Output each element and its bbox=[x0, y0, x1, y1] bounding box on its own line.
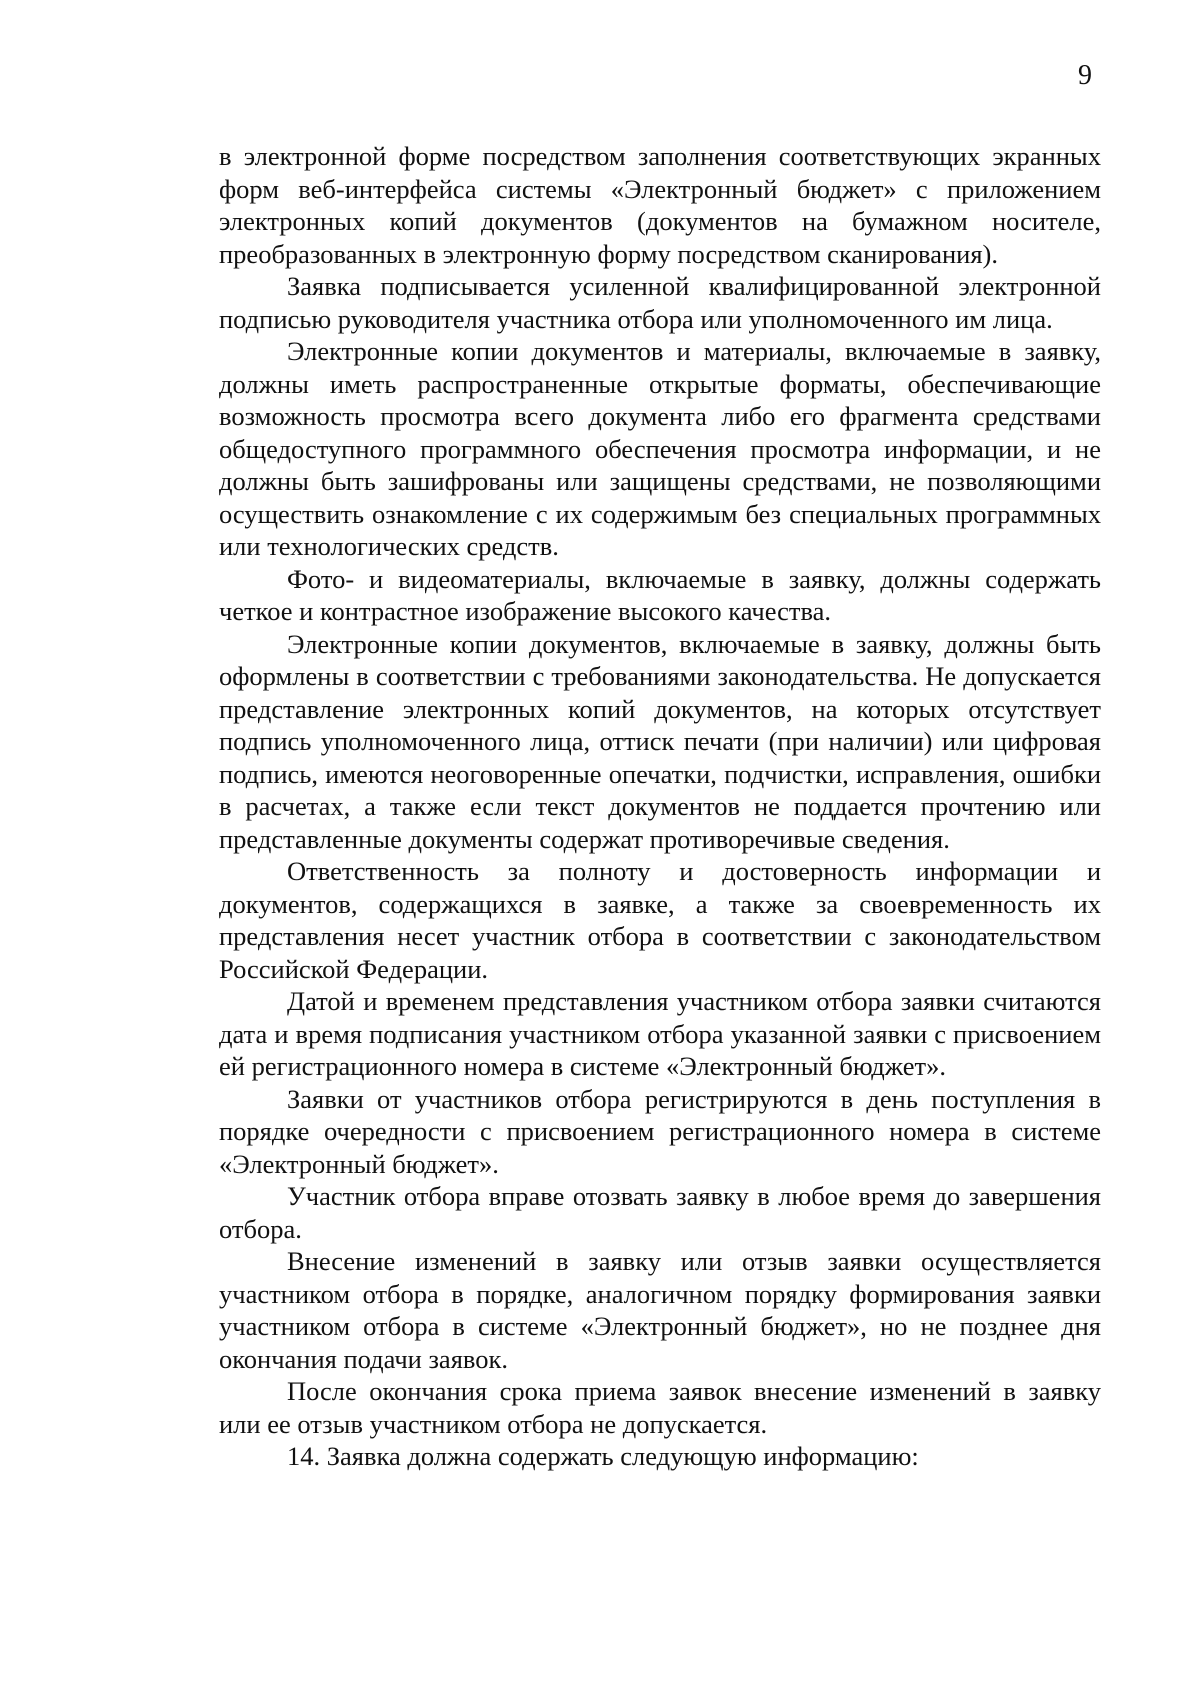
paragraph-file-formats: Электронные копии документов и материалы, включаемые в заявку, должны иметь распространенные открытые форматы, обеспечивающие возможность просмотра всего документа либо его фрагмента средствами общедоступного программного обеспечения просмотра информации, и не должны быть зашифрованы или защищены средствами, не позволяющими осуществить ознакомление с их содержимым без специальных программных или технологических средств. bbox=[219, 336, 1101, 561]
paragraph-submission-date: Датой и временем представления участником отбора заявки считаются дата и время подписания участником отбора указанной заявки с присвоением ей регистрационного номера в системе «Электронный бюджет». bbox=[219, 986, 1101, 1081]
paragraph-deadline: После окончания срока приема заявок внесение изменений в заявку или ее отзыв участником отбора не допускается. bbox=[219, 1376, 1101, 1439]
paragraph-withdrawal: Участник отбора вправе отозвать заявку в любое время до завершения отбора. bbox=[219, 1181, 1101, 1244]
paragraph-submission-form: в электронной форме посредством заполнения соответствующих экранных форм веб-интерфейса системы «Электронный бюджет» с приложением электронных копий документов (документов на бумажном носителе, преобразованных в электронную форму посредством сканирования). bbox=[219, 141, 1101, 269]
paragraph-document-requirements: Электронные копии документов, включаемые в заявку, должны быть оформлены в соответствии с требованиями законодательства. Не допускается представление электронных копий документов, на которых отсутствует подпись уполномоченного лица, оттиск печати (при наличии) или цифровая подпись, имеются неоговоренные опечатки, подчистки, исправления, ошибки в расчетах, а также если текст документов не поддается прочтению или представленные документы содержат противоречивые сведения. bbox=[219, 628, 1101, 854]
paragraph-item-14: 14. Заявка должна содержать следующую информацию: bbox=[287, 1441, 919, 1471]
paragraph-signature: Заявка подписывается усиленной квалифицированной электронной подписью руководителя участника отбора или уполномоченного им лица. bbox=[219, 271, 1101, 334]
paragraph-responsibility: Ответственность за полноту и достоверность информации и документов, содержащихся в заявке, а также за своевременность их представления несет участник отбора в соответствии с законодательством Российской Федерации. bbox=[219, 856, 1101, 984]
page-number: 9 bbox=[1078, 60, 1092, 91]
paragraph-photo-video: Фото- и видеоматериалы, включаемые в заявку, должны содержать четкое и контрастное изображение высокого качества. bbox=[219, 563, 1101, 626]
body-text bbox=[219, 140, 1101, 1473]
paragraph-amendments: Внесение изменений в заявку или отзыв заявки осуществляется участником отбора в порядке, аналогичном порядку формирования заявки участником отбора в системе «Электронный бюджет», но не позднее дня окончания подачи заявок. bbox=[219, 1246, 1101, 1374]
paragraph-registration: Заявки от участников отбора регистрируются в день поступления в порядке очередности с присвоением регистрационного номера в системе «Электронный бюджет». bbox=[219, 1083, 1101, 1179]
